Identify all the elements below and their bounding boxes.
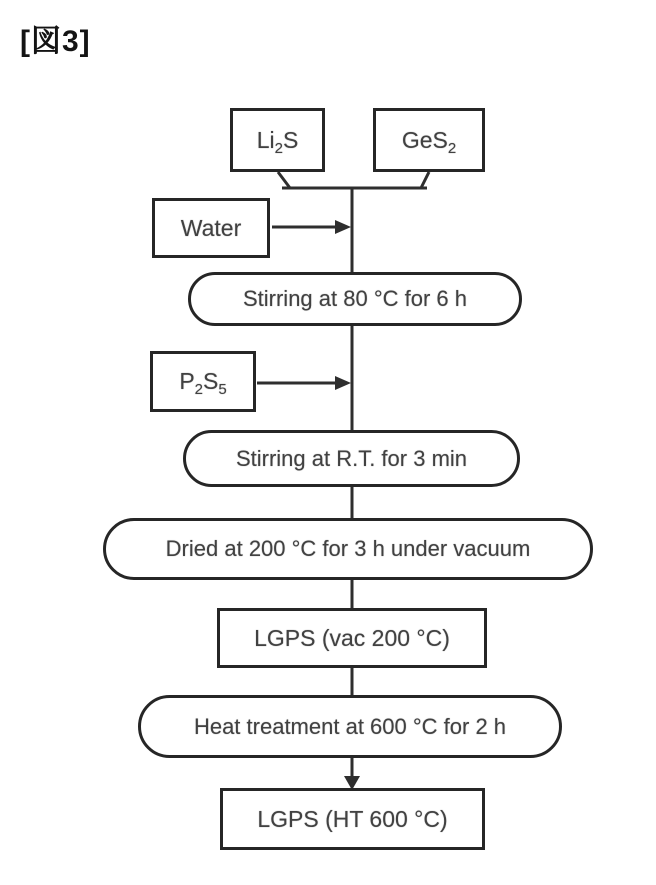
process-stirring-80c bbox=[188, 272, 522, 326]
product-box-lgps-vac bbox=[217, 608, 487, 668]
reagent-box-li2s bbox=[230, 108, 325, 172]
ges2-formula: GeS$_2$ bbox=[401, 126, 457, 157]
figure-label: [図3] bbox=[20, 25, 91, 58]
stirring-rt-label: Stirring at R.T. for 3 min bbox=[235, 445, 468, 471]
process-drying bbox=[103, 518, 593, 580]
product-box-lgps-ht bbox=[220, 788, 485, 850]
lgps-vac-label: LGPS (vac 200 °C) bbox=[254, 624, 450, 651]
process-heat-treatment bbox=[138, 695, 562, 758]
arrow-p2s5-head bbox=[335, 376, 351, 390]
stirring-80c-label: Stirring at 80 °C for 6 h bbox=[242, 286, 467, 311]
reagent-box-water bbox=[152, 198, 270, 258]
reagent-box-p2s5 bbox=[150, 351, 256, 412]
lgps-ht-label: LGPS (HT 600 °C) bbox=[257, 805, 448, 832]
process-stirring-rt bbox=[183, 430, 520, 487]
drying-label: Dried at 200 °C for 3 h under vacuum bbox=[165, 536, 531, 561]
arrow-water-head bbox=[335, 220, 351, 234]
reagent-box-ges2 bbox=[373, 108, 485, 172]
p2s5-formula: $P_2S_5$ bbox=[179, 368, 227, 398]
connector-li2s-diagonal bbox=[278, 172, 290, 188]
heat-treatment-label: Heat treatment at 600 °C for 2 h bbox=[193, 713, 507, 739]
li2s-formula: $Li_2S$ bbox=[256, 126, 299, 157]
water-label: Water bbox=[180, 214, 242, 241]
connector-ges2-diagonal bbox=[421, 172, 429, 188]
